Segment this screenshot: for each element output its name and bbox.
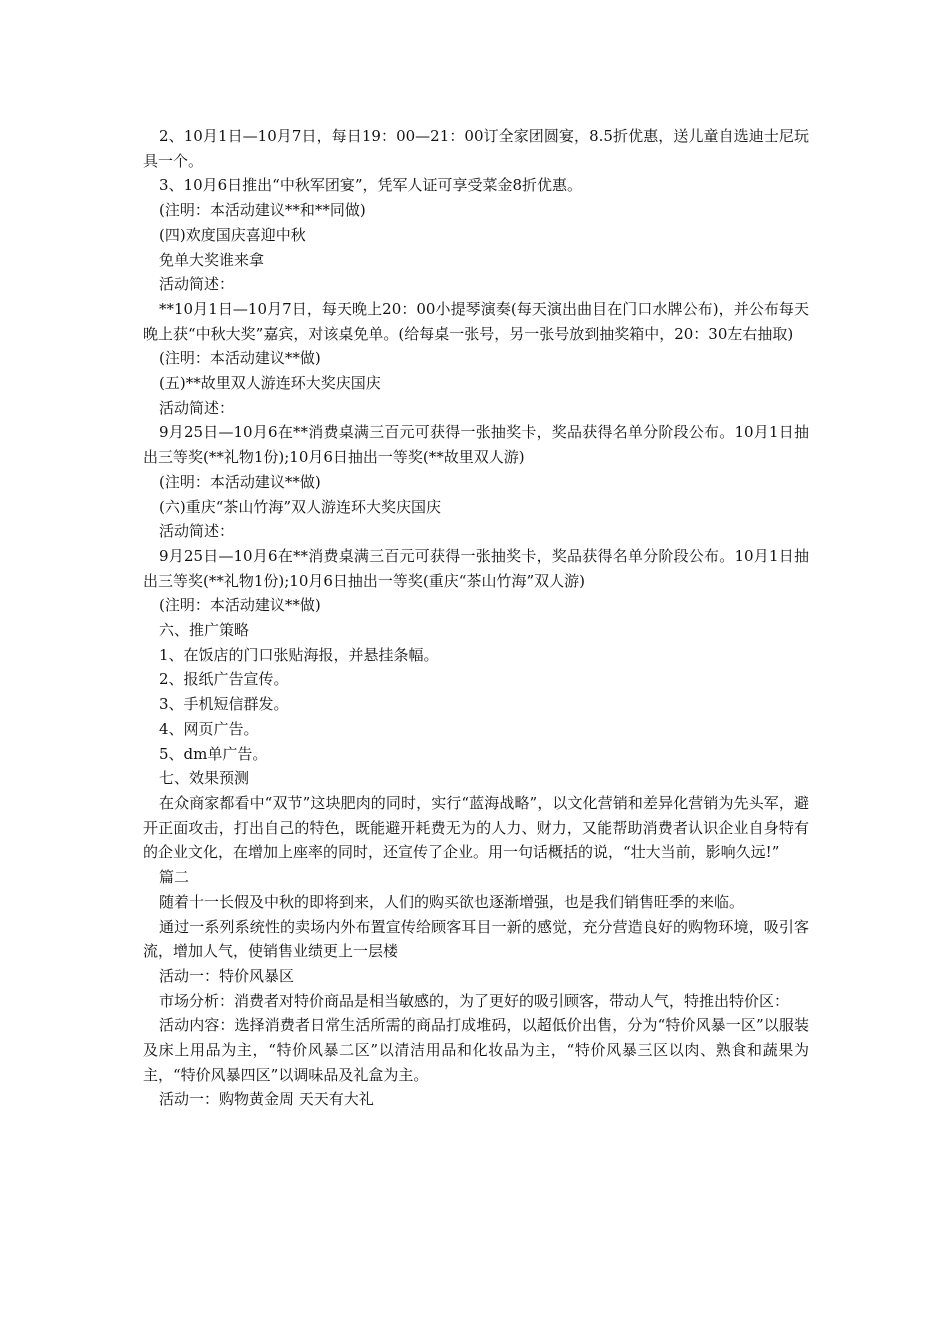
paragraph: (注明：本活动建议**做) (159, 596, 321, 615)
paragraph: 2、10月1日—10月7日，每日19：00—21：00订全家团圆宴，8.5折优惠，送儿童自选迪士尼玩具一个。 (143, 127, 809, 170)
paragraph: (注明：本活动建议**和**同做) (159, 201, 366, 220)
section-heading: 六、推广策略 (159, 621, 250, 640)
paragraph: 在众商家都看中“双节”这块肥肉的同时，实行“蓝海战略”，以文化营销和差异化营销为先头军，避开正面攻击，打出自己的特色，既能避开耗费无为的人力、财力，又能帮助消费者认识企业自身特有的企业文化，在增加上座率的同时，还宣传了企业。用一句话概括的说，“壮大当前，影响久远!” (143, 793, 809, 862)
document-body (143, 124, 809, 1112)
section-heading: 篇二 (159, 868, 190, 887)
paragraph: 3、10月6日推出“中秋军团宴”，凭军人证可享受菜金8折优惠。 (159, 176, 583, 195)
paragraph: (注明：本活动建议**做) (159, 349, 321, 368)
list-item: 5、dm单广告。 (159, 744, 268, 763)
section-heading: (六)重庆“茶山竹海”双人游连环大奖庆国庆 (159, 497, 442, 516)
section-heading: 七、效果预测 (159, 769, 250, 788)
section-heading: (五)**故里双人游连环大奖庆国庆 (159, 374, 381, 393)
paragraph: 活动内容：选择消费者日常生活所需的商品打成堆码，以超低价出售，分为“特价风暴一区”以服装及床上用品为主，“特价风暴二区”以清洁用品和化妆品为主，“特价风暴三区以肉、熟食和蔬果为主，“特价风暴四区”以调味品及礼盒为主。 (143, 1016, 809, 1084)
section-heading: 活动一：购物黄金周 天天有大礼 (159, 1090, 374, 1109)
list-item: 2、报纸广告宣传。 (159, 670, 289, 689)
paragraph: (注明：本活动建议**做) (159, 472, 321, 491)
paragraph: 免单大奖谁来拿 (159, 250, 265, 269)
list-item: 4、网页广告。 (159, 719, 259, 738)
paragraph: 随着十一长假及中秋的即将到来，人们的购买欲也逐渐增强，也是我们销售旺季的来临。 (159, 892, 745, 911)
paragraph: 9月25日—10月6在**消费桌满三百元可获得一张抽奖卡，奖品获得名单分阶段公布。10月1日抽出三等奖(**礼物1份);10月6日抽出一等奖(重庆“茶山竹海”双人游) (143, 546, 809, 590)
paragraph: 市场分析：消费者对特价商品是相当敏感的，为了更好的吸引顾客，带动人气，特推出特价区： (159, 991, 790, 1010)
paragraph: 活动简述： (159, 522, 235, 541)
section-heading: (四)欢度国庆喜迎中秋 (159, 225, 306, 244)
section-heading: 活动一：特价风暴区 (159, 966, 295, 985)
list-item: 1、在饭店的门口张贴海报，并悬挂条幅。 (159, 645, 439, 664)
paragraph: 活动简述： (159, 275, 235, 294)
paragraph: **10月1日—10月7日，每天晚上20：00小提琴演奏(每天演出曲目在门口水牌公布)，并公布每天晚上获“中秋大奖”嘉宾，对该桌免单。(给每桌一张号，另一张号放到抽奖箱中，20：30左右抽取) (143, 299, 809, 343)
paragraph: 9月25日—10月6在**消费桌满三百元可获得一张抽奖卡，奖品获得名单分阶段公布。10月1日抽出三等奖(**礼物1份);10月6日抽出一等奖(**故里双人游) (143, 423, 809, 467)
paragraph: 通过一系列系统性的卖场内外布置宣传给顾客耳目一新的感觉，充分营造良好的购物环境，吸引客流，增加人气，使销售业绩更上一层楼 (143, 917, 809, 961)
list-item: 3、手机短信群发。 (159, 695, 289, 714)
paragraph: 活动简述： (159, 398, 235, 417)
